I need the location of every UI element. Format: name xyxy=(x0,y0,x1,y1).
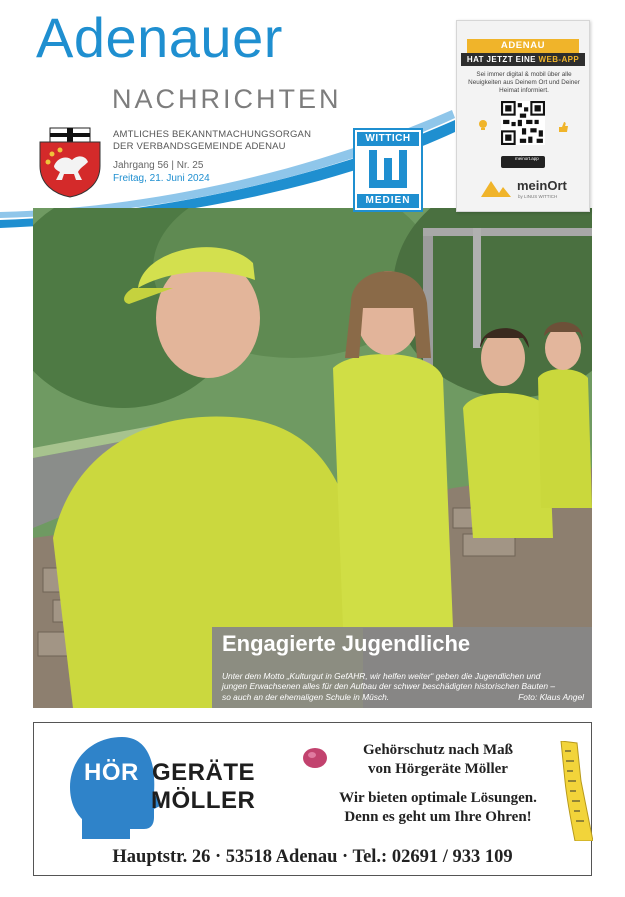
meinort-brand-by: by LINUS WITTICH xyxy=(518,194,558,199)
meinort-brand: meinOrt xyxy=(517,178,567,193)
wittich-logo-top: WITTICH xyxy=(357,132,419,146)
wittich-w-icon xyxy=(367,150,409,190)
ad-slogan-1: Wir bieten optimale Lösungen. xyxy=(339,790,537,806)
issue-date: Freitag, 21. Juni 2024 xyxy=(113,173,210,184)
ad-headline-1: Gehörschutz nach Maß xyxy=(363,742,513,758)
logo-moeller: MÖLLER xyxy=(151,787,256,814)
webapp-ad-headline xyxy=(461,53,585,66)
caption-line-1: Unter dem Motto „Kulturgut in GefAHR, wir helfen weiter“ geben die Jugendlichen und xyxy=(222,671,541,681)
thumbs-up-icon xyxy=(557,121,569,133)
photo-caption-box xyxy=(212,627,592,708)
measuring-tape-icon xyxy=(541,741,593,841)
photo-credit: Foto: Klaus Angel xyxy=(518,691,584,702)
lightbulb-icon xyxy=(477,119,489,131)
webapp-ad[interactable] xyxy=(456,20,590,212)
ad-address[interactable]: Hauptstr. 26 · 53518 Adenau · Tel.: 02691 / 933 109 xyxy=(112,847,513,867)
webapp-ad-place: ADENAU xyxy=(467,39,579,53)
ad-headline-2: von Hörgeräte Möller xyxy=(368,761,508,777)
logo-geraete: GERÄTE xyxy=(152,759,256,786)
cover-headline: Engagierte Jugendliche xyxy=(222,631,471,656)
newspaper-title: Adenauer xyxy=(36,6,283,69)
ad-slogan-2: Denn es geht um Ihre Ohren! xyxy=(344,809,532,825)
wittich-logo-bottom: MEDIEN xyxy=(357,194,419,208)
caption-line-3: so auch an der ehemaligen Schule in Müsch. xyxy=(222,691,390,702)
issue-number: Jahrgang 56 | Nr. 25 xyxy=(113,160,204,171)
caption-line-2: jungen Erwachsenen alles für den Aufbau der schwer beschädigten historischen Bauten – xyxy=(222,681,556,692)
newspaper-subtitle: NACHRICHTEN xyxy=(112,84,342,114)
earplug-icon xyxy=(301,745,329,771)
official-line-1: AMTLICHES BEKANNTMACHUNGSORGAN xyxy=(113,129,312,140)
coat-of-arms-icon xyxy=(34,126,106,198)
official-notice xyxy=(113,129,311,153)
webapp-phone-label: meinort.app xyxy=(501,156,545,168)
hoergeraete-moeller-ad[interactable] xyxy=(33,722,592,876)
wittich-medien-logo xyxy=(353,128,423,212)
logo-hoer: HÖR xyxy=(80,759,143,787)
webapp-ad-headline-highlight: WEB-APP xyxy=(538,55,580,64)
webapp-ad-text: Sei immer digital & mobil über alle Neuigkeiten aus Deinem Ort und Deiner Heimat informiert. xyxy=(468,71,580,94)
webapp-ad-headline-prefix: HAT JETZT EINE xyxy=(466,55,539,64)
qr-code-icon[interactable] xyxy=(501,101,545,145)
official-line-2: DER VERBANDSGEMEINDE ADENAU xyxy=(113,141,286,152)
